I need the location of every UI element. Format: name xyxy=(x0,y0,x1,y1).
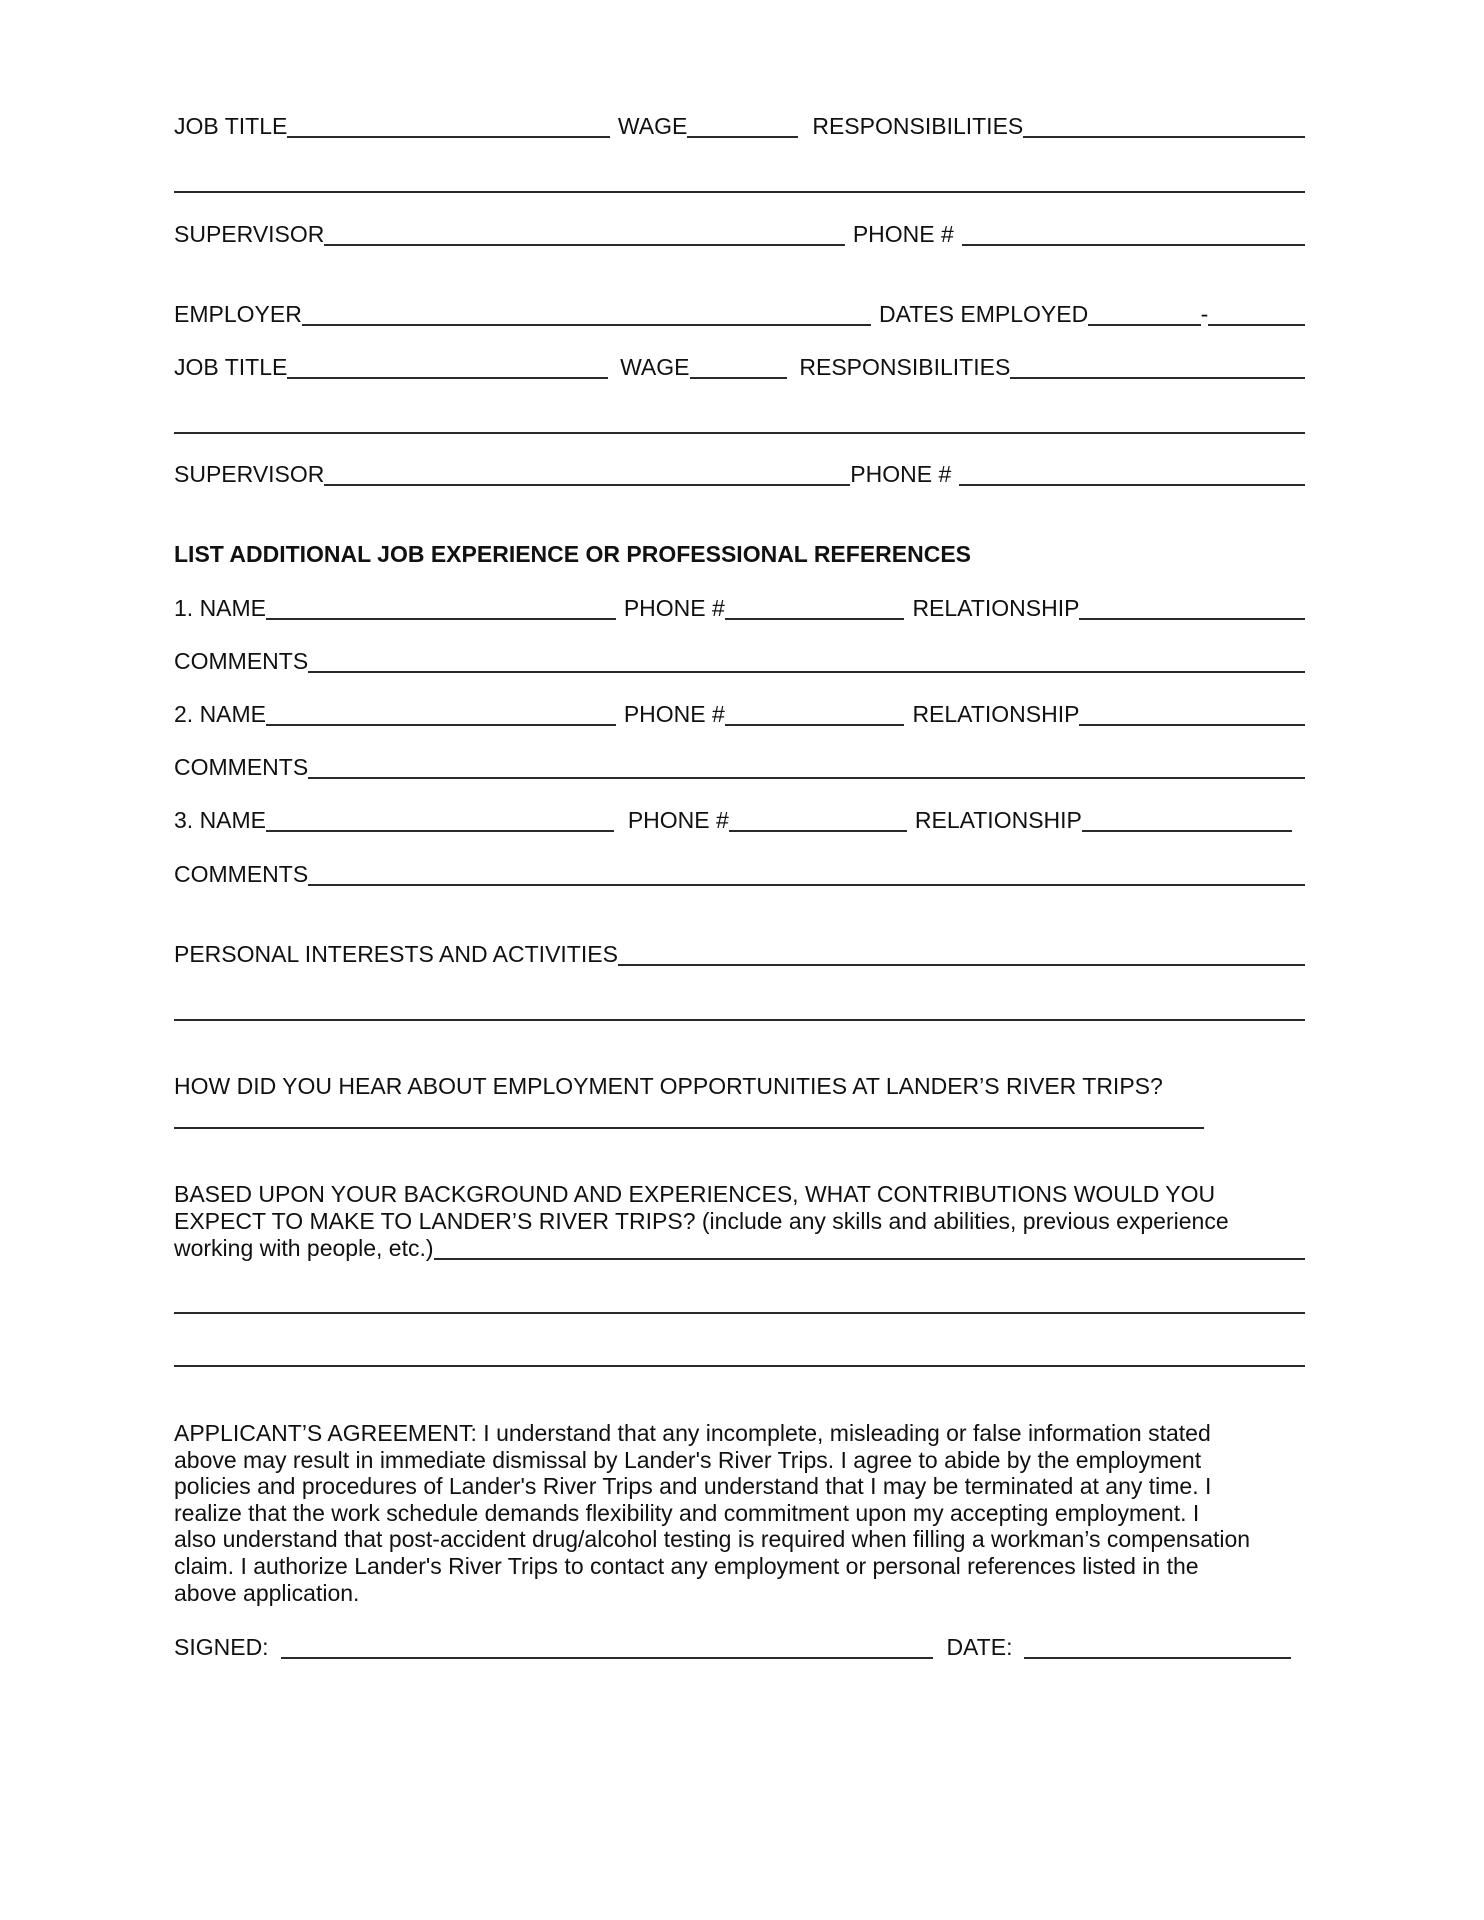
personal-interests-label: PERSONAL INTERESTS AND ACTIVITIES xyxy=(174,941,618,968)
job-title-label: JOB TITLE xyxy=(174,113,288,140)
hear-about-field-row xyxy=(174,1104,1204,1131)
reference-3-comments-row xyxy=(174,861,1305,888)
reference-1-phone-label: PHONE # xyxy=(623,595,725,622)
signed-label: SIGNED: xyxy=(174,1634,269,1661)
hear-about-question: HOW DID YOU HEAR ABOUT EMPLOYMENT OPPORTUNITIES AT LANDER’S RIVER TRIPS? xyxy=(174,1073,1163,1100)
employer-field[interactable] xyxy=(302,302,871,326)
supervisor-field[interactable] xyxy=(324,222,844,246)
reference-1-comments-field[interactable] xyxy=(308,649,1305,673)
agreement-line: policies and procedures of Lander's River Trips and understand that I may be terminated at any time. I xyxy=(174,1473,1212,1500)
responsibilities-field-2[interactable] xyxy=(1010,355,1305,379)
supervisor-row-1 xyxy=(174,221,1305,248)
reference-2-relationship-field[interactable] xyxy=(1079,702,1305,726)
reference-3-phone-field[interactable] xyxy=(729,808,907,832)
agreement-line: claim. I authorize Lander's River Trips to contact any employment or personal references listed in the xyxy=(174,1552,1199,1579)
reference-3-relationship-field[interactable] xyxy=(1082,808,1292,832)
dates-employed-end-field[interactable] xyxy=(1208,302,1305,326)
reference-3-comments-label: COMMENTS xyxy=(174,861,309,888)
agreement-line: APPLICANT’S AGREEMENT: I understand that any incomplete, misleading or false information stated xyxy=(174,1420,1211,1446)
job-row-2 xyxy=(174,354,1305,381)
contributions-field[interactable] xyxy=(434,1236,1305,1260)
agreement-line: above may result in immediate dismissal by Lander's River Trips. I agree to abide by the employment xyxy=(174,1446,1202,1473)
contributions-line-1-row xyxy=(174,1181,1305,1208)
date-label: DATE: xyxy=(946,1634,1013,1661)
personal-interests-field[interactable] xyxy=(618,942,1305,966)
contributions-question-line-3: working with people, etc.) xyxy=(174,1235,434,1262)
reference-2-phone-label: PHONE # xyxy=(623,701,725,728)
dates-employed-label: DATES EMPLOYED xyxy=(879,301,1089,328)
reference-1-comments-label: COMMENTS xyxy=(174,648,309,675)
supervisor-label-2: SUPERVISOR xyxy=(174,461,325,488)
reference-1-phone-field[interactable] xyxy=(725,596,905,620)
reference-2-row xyxy=(174,701,1305,728)
responsibilities-label-2: RESPONSIBILITIES xyxy=(799,354,1011,381)
job-title-field[interactable] xyxy=(287,114,610,138)
signature-row xyxy=(174,1634,1305,1661)
reference-3-name-field[interactable] xyxy=(266,808,614,832)
hear-about-field[interactable] xyxy=(174,1105,1204,1129)
dates-separator: - xyxy=(1200,301,1209,328)
supervisor-phone-field[interactable] xyxy=(962,222,1305,246)
supervisor-label: SUPERVISOR xyxy=(174,221,325,248)
wage-field-2[interactable] xyxy=(690,355,788,379)
contributions-question-line-1: BASED UPON YOUR BACKGROUND AND EXPERIENCES, WHAT CONTRIBUTIONS WOULD YOU xyxy=(174,1181,1216,1208)
job-title-field-2[interactable] xyxy=(287,355,608,379)
reference-1-name-label: 1. NAME xyxy=(174,595,267,622)
employer-label: EMPLOYER xyxy=(174,301,302,328)
dates-employed-start-field[interactable] xyxy=(1088,302,1200,326)
reference-2-comments-label: COMMENTS xyxy=(174,754,309,781)
personal-interests-row xyxy=(174,941,1305,968)
references-heading: LIST ADDITIONAL JOB EXPERIENCE OR PROFESSIONAL REFERENCES xyxy=(174,541,972,568)
job-title-label-2: JOB TITLE xyxy=(174,354,288,381)
reference-1-relationship-field[interactable] xyxy=(1079,596,1305,620)
references-heading-row xyxy=(174,541,1305,568)
reference-3-name-label: 3. NAME xyxy=(174,807,267,834)
wage-label-2: WAGE xyxy=(620,354,690,381)
reference-3-row xyxy=(174,807,1305,834)
hear-about-row xyxy=(174,1073,1305,1100)
personal-interests-continued-row xyxy=(174,996,1305,1023)
reference-3-comments-field[interactable] xyxy=(308,862,1305,886)
reference-1-row xyxy=(174,595,1305,622)
phone-label-2: PHONE # xyxy=(850,461,952,488)
contributions-question-line-2: EXPECT TO MAKE TO LANDER’S RIVER TRIPS? (include any skills and abilities, previous experience xyxy=(174,1208,1229,1235)
signature-field[interactable] xyxy=(281,1635,934,1659)
responsibilities-field[interactable] xyxy=(1023,114,1305,138)
personal-interests-continued-field[interactable] xyxy=(174,997,1305,1021)
reference-2-comments-row xyxy=(174,754,1305,781)
responsibilities-continued-field-2[interactable] xyxy=(174,410,1305,434)
wage-label: WAGE xyxy=(617,113,688,140)
reference-2-comments-field[interactable] xyxy=(308,755,1305,779)
agreement-line: above application. xyxy=(174,1579,360,1606)
reference-3-phone-label: PHONE # xyxy=(627,807,729,834)
agreement-line: also understand that post-accident drug/alcohol testing is required when filling a workman’s compensation xyxy=(174,1526,1251,1553)
supervisor-row-2 xyxy=(174,461,1305,488)
contributions-line-3-row xyxy=(174,1235,1305,1262)
reference-1-comments-row xyxy=(174,648,1305,675)
contributions-continued-row-1 xyxy=(174,1289,1305,1316)
reference-2-phone-field[interactable] xyxy=(725,702,905,726)
reference-2-name-label: 2. NAME xyxy=(174,701,267,728)
phone-label: PHONE # xyxy=(852,221,954,248)
job-row-1 xyxy=(174,113,1305,140)
reference-2-relationship-label: RELATIONSHIP xyxy=(912,701,1080,728)
reference-2-name-field[interactable] xyxy=(266,702,616,726)
responsibilities-label: RESPONSIBILITIES xyxy=(812,113,1024,140)
date-field[interactable] xyxy=(1024,1635,1291,1659)
responsibilities-continued-row-2 xyxy=(174,409,1305,436)
reference-1-name-field[interactable] xyxy=(266,596,616,620)
contributions-line-2-row xyxy=(174,1208,1305,1235)
contributions-continued-field-1[interactable] xyxy=(174,1290,1305,1314)
supervisor-phone-field-2[interactable] xyxy=(959,462,1305,486)
reference-1-relationship-label: RELATIONSHIP xyxy=(912,595,1080,622)
agreement-line: realize that the work schedule demands flexibility and commitment upon my accepting employment. I xyxy=(174,1499,1200,1526)
contributions-continued-row-2 xyxy=(174,1342,1305,1369)
contributions-continued-field-2[interactable] xyxy=(174,1343,1305,1367)
employer-row xyxy=(174,301,1305,328)
responsibilities-continued-row-1 xyxy=(174,168,1305,195)
reference-3-relationship-label: RELATIONSHIP xyxy=(914,807,1082,834)
supervisor-field-2[interactable] xyxy=(324,462,850,486)
applicant-agreement xyxy=(174,1420,1305,1606)
wage-field[interactable] xyxy=(687,114,798,138)
responsibilities-continued-field[interactable] xyxy=(174,169,1305,193)
